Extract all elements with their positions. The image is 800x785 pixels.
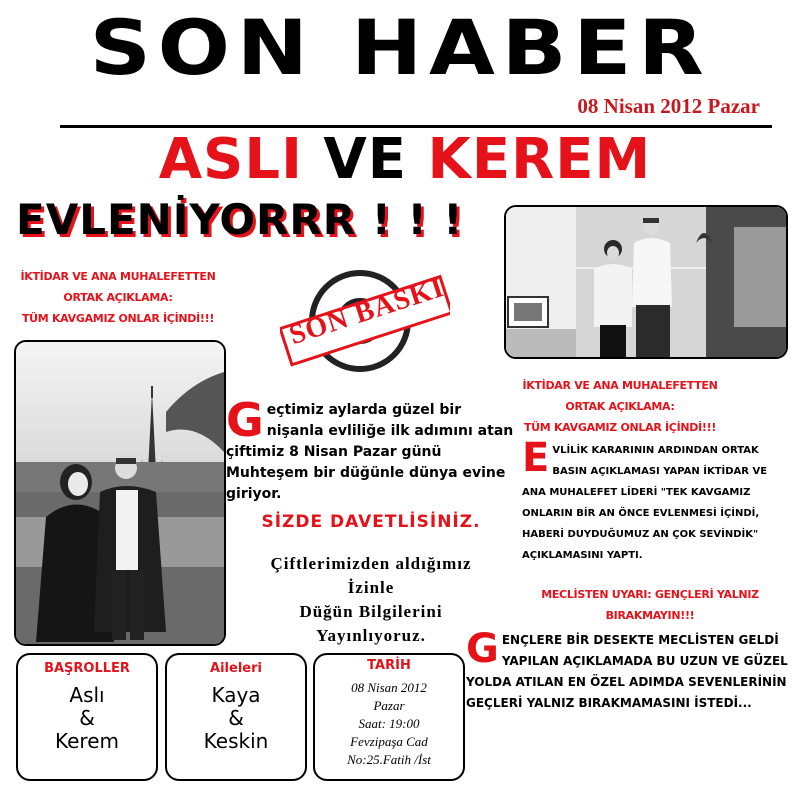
masthead-title: SON HABER <box>89 3 711 92</box>
roles-box <box>16 653 158 781</box>
dropcap: G <box>226 393 264 447</box>
info-line: Düğün Bilgilerini <box>299 602 443 621</box>
side-note-right <box>510 375 730 438</box>
side-note-line: ORTAK AÇIKLAMA: <box>63 291 173 304</box>
families-box-line: Kaya <box>211 683 261 707</box>
son-baski-stamp <box>280 266 450 376</box>
couple-photo-home <box>504 205 788 359</box>
main-article <box>226 393 516 505</box>
right-article <box>522 435 792 566</box>
date-box-line: Pazar <box>373 698 405 713</box>
side-note-line: İKTİDAR VE ANA MUHALEFETTEN <box>20 270 216 283</box>
bottom-article <box>466 626 796 714</box>
stamp-label: SON BASKI <box>285 271 449 352</box>
date-box-line: Saat: 19:00 <box>358 716 420 731</box>
dropcap: E <box>522 435 550 481</box>
dropcap: G <box>466 626 499 672</box>
main-article-text: eçtimiz aylarda güzel bir nişanla evliliğe ilk adımını atan çiftimiz 8 Nisan Pazar günü Muhteşem bir düğünle dünya evine giriyor. <box>226 402 514 502</box>
side-note-line: İKTİDAR VE ANA MUHALEFETTEN <box>522 379 718 392</box>
families-box-title: Aileleri <box>210 661 262 676</box>
info-line: İzinle <box>347 578 395 597</box>
date-box-line: No:25.Fatih /İst <box>347 752 431 767</box>
issue-date: 08 Nisan 2012 Pazar <box>577 94 760 118</box>
date-box <box>313 653 465 781</box>
bottom-article-text: ENÇLERE BİR DESEKTE MECLİSTEN GELDİ YAPILAN AÇIKLAMADA BU UZUN VE GÜZEL YOLDA ATILAN EN ÖZEL ADIMDA SEVENLERİNİN GEÇLERİ YALNIZ BIRAKMAMASINI İSTEDİ... <box>466 633 788 710</box>
info-line: Çiftlerimizden aldığımız <box>270 554 472 573</box>
side-note-line: TÜM KAVGAMIZ ONLAR İÇİNDİ!!! <box>21 312 215 325</box>
roles-box-line: Aslı <box>69 683 105 707</box>
subheadline: EVLENİYORRR ! ! ! <box>16 195 464 244</box>
headline-name-2: KEREM <box>427 127 652 192</box>
headline-name-1: ASLI <box>158 127 303 192</box>
date-box-line: 08 Nisan 2012 <box>351 680 427 695</box>
right-article-text: VLİLİK KARARININ ARDINDAN ORTAK BASIN AÇIKLAMASI YAPAN İKTİDAR VE ANA MUHALEFET LİDERİ "TEK KAVGAMIZ ONLARIN BİR AN ÖNCE EVLENMESİ İÇİNDİ, HABERİ DUYDUĞUMUZ AN ÇOK SEVİNDİK" AÇIKLAMASINI YAPTI. <box>522 445 768 561</box>
roles-box-title: BAŞROLLER <box>44 661 130 676</box>
side-note-line: ORTAK AÇIKLAMA: <box>565 400 675 413</box>
families-box-line: Keskin <box>203 729 269 753</box>
side-note <box>8 266 228 329</box>
side-note-line: TÜM KAVGAMIZ ONLAR İÇİNDİ!!! <box>523 421 717 434</box>
info-line: Yayınlıyoruz. <box>316 626 426 645</box>
headline <box>80 128 730 192</box>
date-box-title: TARİH <box>367 658 411 673</box>
invite-heading: SİZDE DAVETLİSİNİZ. <box>261 512 481 532</box>
families-box-line: & <box>228 706 244 730</box>
roles-box-line: & <box>79 706 95 730</box>
families-box <box>165 653 307 781</box>
couple-photo-paris <box>14 340 226 646</box>
parliament-warning: MECLİSTEN UYARI: GENÇLERİ YALNIZ BIRAKMAYIN!!! <box>541 588 759 622</box>
headline-conjunction: VE <box>323 127 408 192</box>
roles-box-line: Kerem <box>55 729 119 753</box>
date-box-line: Fevzipaşa Cad <box>350 734 428 749</box>
